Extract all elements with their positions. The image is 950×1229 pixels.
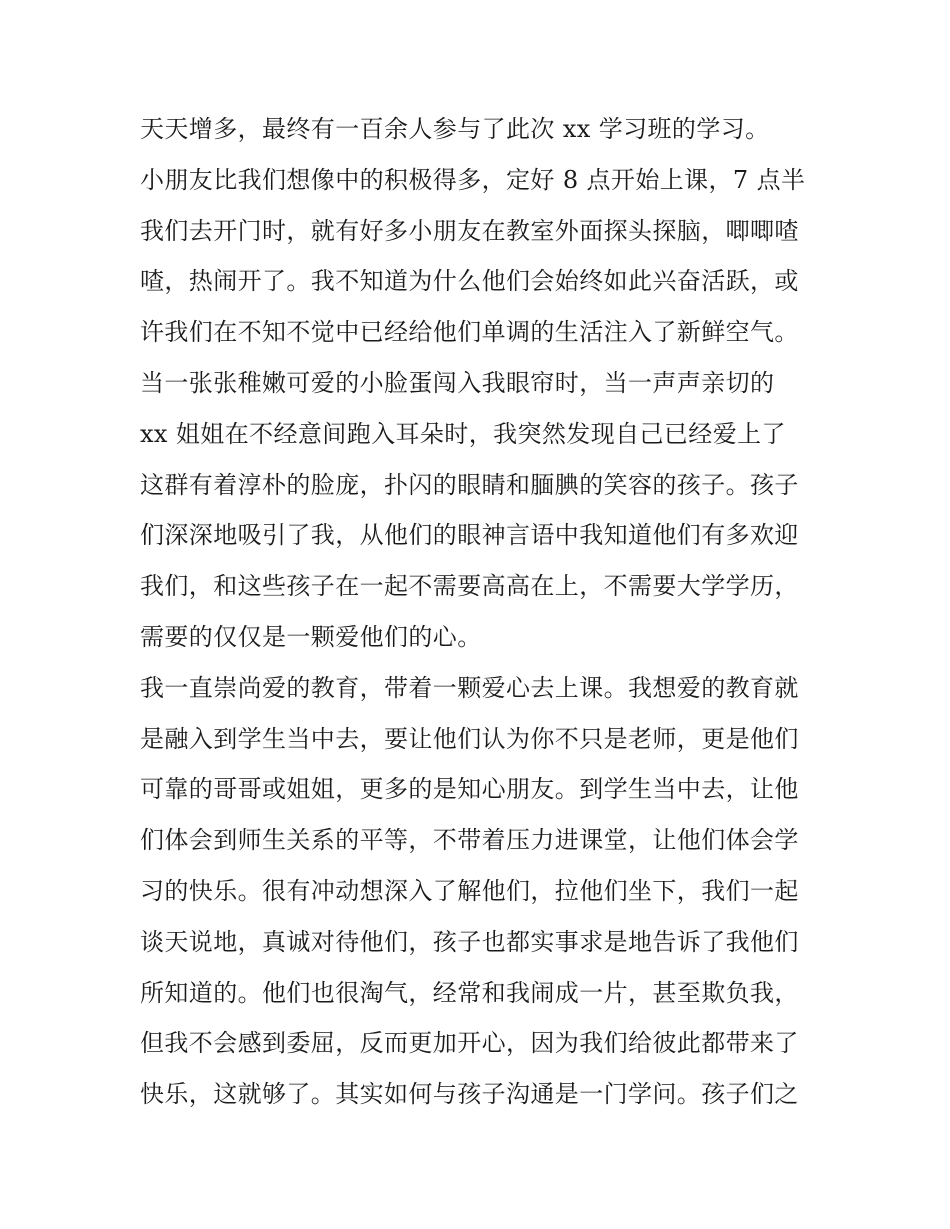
- body-text: [140, 104, 820, 1120]
- text-line: xx 姐姐在不经意间跑入耳朵时，我突然发现自己已经爱上了: [140, 419, 786, 448]
- text-line: 我一直崇尚爱的教育，带着一颗爱心去上课。我想爱的教育就: [140, 673, 799, 702]
- text-line: 当一张张稚嫩可爱的小脸蛋闯入我眼帘时，当一声声亲切的: [140, 368, 775, 397]
- text-line: 我们，和这些孩子在一起不需要高高在上，不需要大学学历，: [140, 572, 799, 601]
- text-line: 可靠的哥哥或姐姐，更多的是知心朋友。到学生当中去，让他: [140, 775, 799, 804]
- text-line: 我们去开门时，就有好多小朋友在教室外面探头探脑，唧唧喳: [140, 216, 799, 245]
- text-line: 习的快乐。很有冲动想深入了解他们，拉他们坐下，我们一起: [140, 876, 799, 905]
- text-line: 是融入到学生当中去，要让他们认为你不只是老师，更是他们: [140, 724, 799, 753]
- text-line: 们深深地吸引了我，从他们的眼神言语中我知道他们有多欢迎: [140, 521, 799, 550]
- text-line: 这群有着淳朴的脸庞，扑闪的眼睛和腼腆的笑容的孩子。孩子: [140, 470, 799, 499]
- text-line: 但我不会感到委屈，反而更加开心，因为我们给彼此都带来了: [140, 1029, 799, 1058]
- text-line: 喳，热闹开了。我不知道为什么他们会始终如此兴奋活跃，或: [140, 267, 799, 296]
- text-line: 所知道的。他们也很淘气，经常和我闹成一片，甚至欺负我，: [140, 978, 799, 1007]
- text-line: 小朋友比我们想像中的积极得多，定好 8 点开始上课，7 点半: [140, 165, 806, 194]
- text-line: 需要的仅仅是一颗爱他们的心。: [140, 622, 482, 651]
- text-line: 谈天说地，真诚对待他们，孩子也都实事求是地告诉了我他们: [140, 927, 799, 956]
- text-line: 快乐，这就够了。其实如何与孩子沟通是一门学问。孩子们之: [140, 1080, 799, 1109]
- text-line: 天天增多，最终有一百余人参与了此次 xx 学习班的学习。: [140, 115, 770, 143]
- text-line: 们体会到师生关系的平等，不带着压力进课堂，让他们体会学: [140, 826, 799, 855]
- text-line: 许我们在不知不觉中已经给他们单调的生活注入了新鲜空气。: [140, 318, 799, 347]
